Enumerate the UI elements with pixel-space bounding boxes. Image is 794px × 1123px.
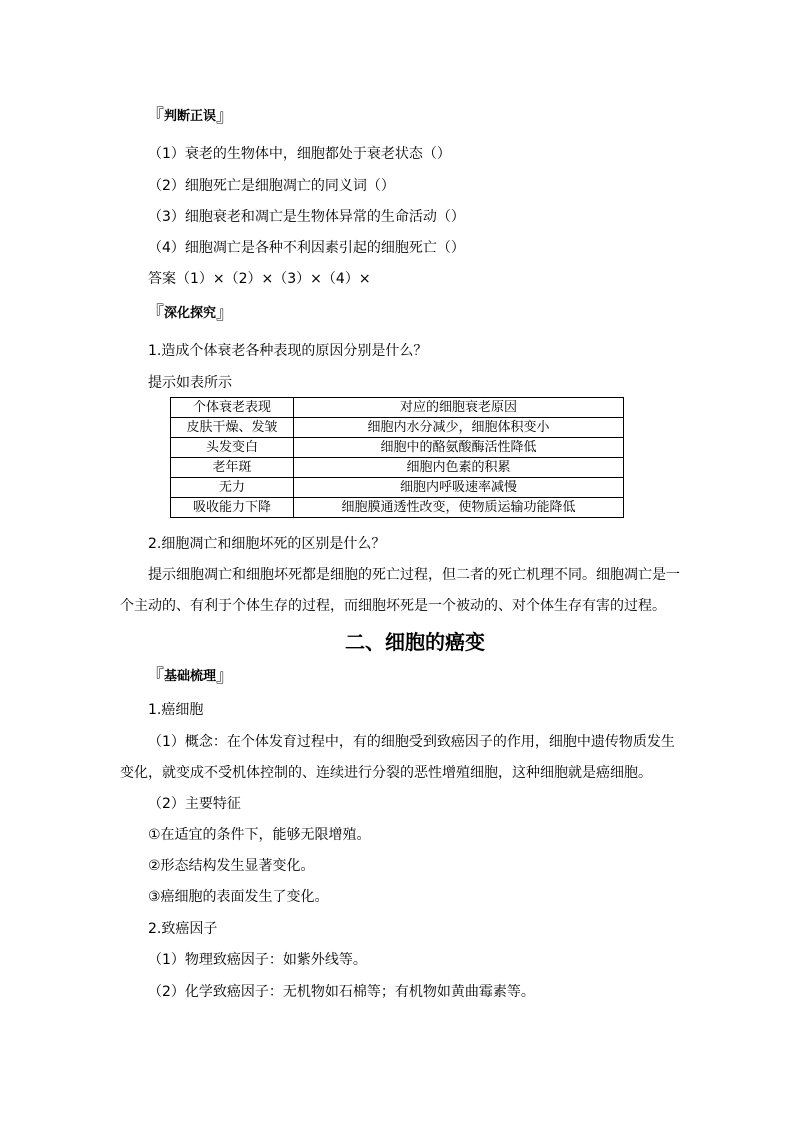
- table-row: [171, 458, 624, 478]
- features-heading: （2）主要特征: [148, 796, 241, 812]
- table-header-cell: 个体衰老表现: [171, 398, 294, 418]
- table-cell: 细胞中的酪氨酸酶活性降低: [294, 438, 624, 458]
- bracket-right-icon: 』: [216, 303, 235, 324]
- table-cell: 细胞内水分减少，细胞体积变小: [294, 418, 624, 438]
- bracket-right-icon: 』: [216, 106, 235, 127]
- judge-answer: 答案（1）×（2）×（3）×（4）×: [148, 271, 371, 287]
- bracket-left-icon: 『: [146, 303, 164, 324]
- carcinogen-item-2: （2）化学致癌因子：无机物如石棉等；有机物如黄曲霉素等。: [148, 984, 535, 1000]
- question-2: 2.细胞凋亡和细胞坏死的区别是什么？: [148, 536, 386, 552]
- table-cell: 皮肤干燥、发皱: [171, 418, 294, 438]
- basics-tag-label: 基础梳理: [164, 669, 217, 684]
- feature-item-1: ①在适宜的条件下，能够无限增殖。: [148, 827, 371, 843]
- explore-tag-label: 深化探究: [164, 306, 217, 321]
- feature-item-3: ③癌细胞的表面发生了变化。: [148, 889, 329, 905]
- table-cell: 老年斑: [171, 458, 294, 478]
- bracket-left-icon: 『: [146, 666, 164, 687]
- aging-table: [170, 397, 624, 518]
- judge-item-2: （2）细胞死亡是细胞凋亡的同义词（）: [148, 178, 395, 194]
- question-1-hint: 提示如表所示: [148, 375, 232, 391]
- concept-line1: （1）概念：在个体发育过程中，有的细胞受到致癌因子的作用，细胞中遗传物质发生: [148, 734, 675, 750]
- feature-item-2: ②形态结构发生显著变化。: [148, 858, 315, 874]
- table-row: [171, 418, 624, 438]
- judge-item-3: （3）细胞衰老和凋亡是生物体异常的生命活动（）: [148, 209, 465, 225]
- judge-tag: [146, 108, 234, 126]
- cancer-cell-heading: 1.癌细胞: [148, 702, 204, 718]
- bracket-right-icon: 』: [216, 666, 235, 687]
- judge-tag-label: 判断正误: [164, 109, 217, 124]
- explore-tag: [146, 305, 234, 323]
- question-1: 1.造成个体衰老各种表现的原因分别是什么？: [148, 343, 428, 359]
- table-row: [171, 438, 624, 458]
- table-header-row: [171, 398, 624, 418]
- table-cell: 吸收能力下降: [171, 498, 294, 518]
- carcinogen-item-1: （1）物理致癌因子：如紫外线等。: [148, 952, 367, 968]
- judge-item-1: （1）衰老的生物体中，细胞都处于衰老状态（）: [148, 146, 451, 162]
- question-2-answer-line1: 提示细胞凋亡和细胞坏死都是细胞的死亡过程，但二者的死亡机理不同。细胞凋亡是一: [148, 567, 680, 583]
- table-cell: 细胞内呼吸速率减慢: [294, 478, 624, 498]
- section-title: 二、细胞的癌变: [345, 630, 485, 654]
- concept-line2: 变化，就变成不受机体控制的、连续进行分裂的恶性增殖细胞，这种细胞就是癌细胞。: [120, 765, 652, 781]
- table-row: [171, 478, 624, 498]
- table-row: [171, 498, 624, 518]
- table-cell: 细胞内色素的积累: [294, 458, 624, 478]
- question-2-answer-line2: 个主动的、有利于个体生存的过程，而细胞坏死是一个被动的、对个体生存有害的过程。: [120, 598, 666, 614]
- basics-tag: [146, 668, 234, 686]
- carcinogen-heading: 2.致癌因子: [148, 921, 218, 937]
- table-cell: 头发变白: [171, 438, 294, 458]
- bracket-left-icon: 『: [146, 106, 164, 127]
- table-header-cell: 对应的细胞衰老原因: [294, 398, 624, 418]
- table-cell: 细胞膜通透性改变，使物质运输功能降低: [294, 498, 624, 518]
- table-cell: 无力: [171, 478, 294, 498]
- judge-item-4: （4）细胞凋亡是各种不利因素引起的细胞死亡（）: [148, 240, 465, 256]
